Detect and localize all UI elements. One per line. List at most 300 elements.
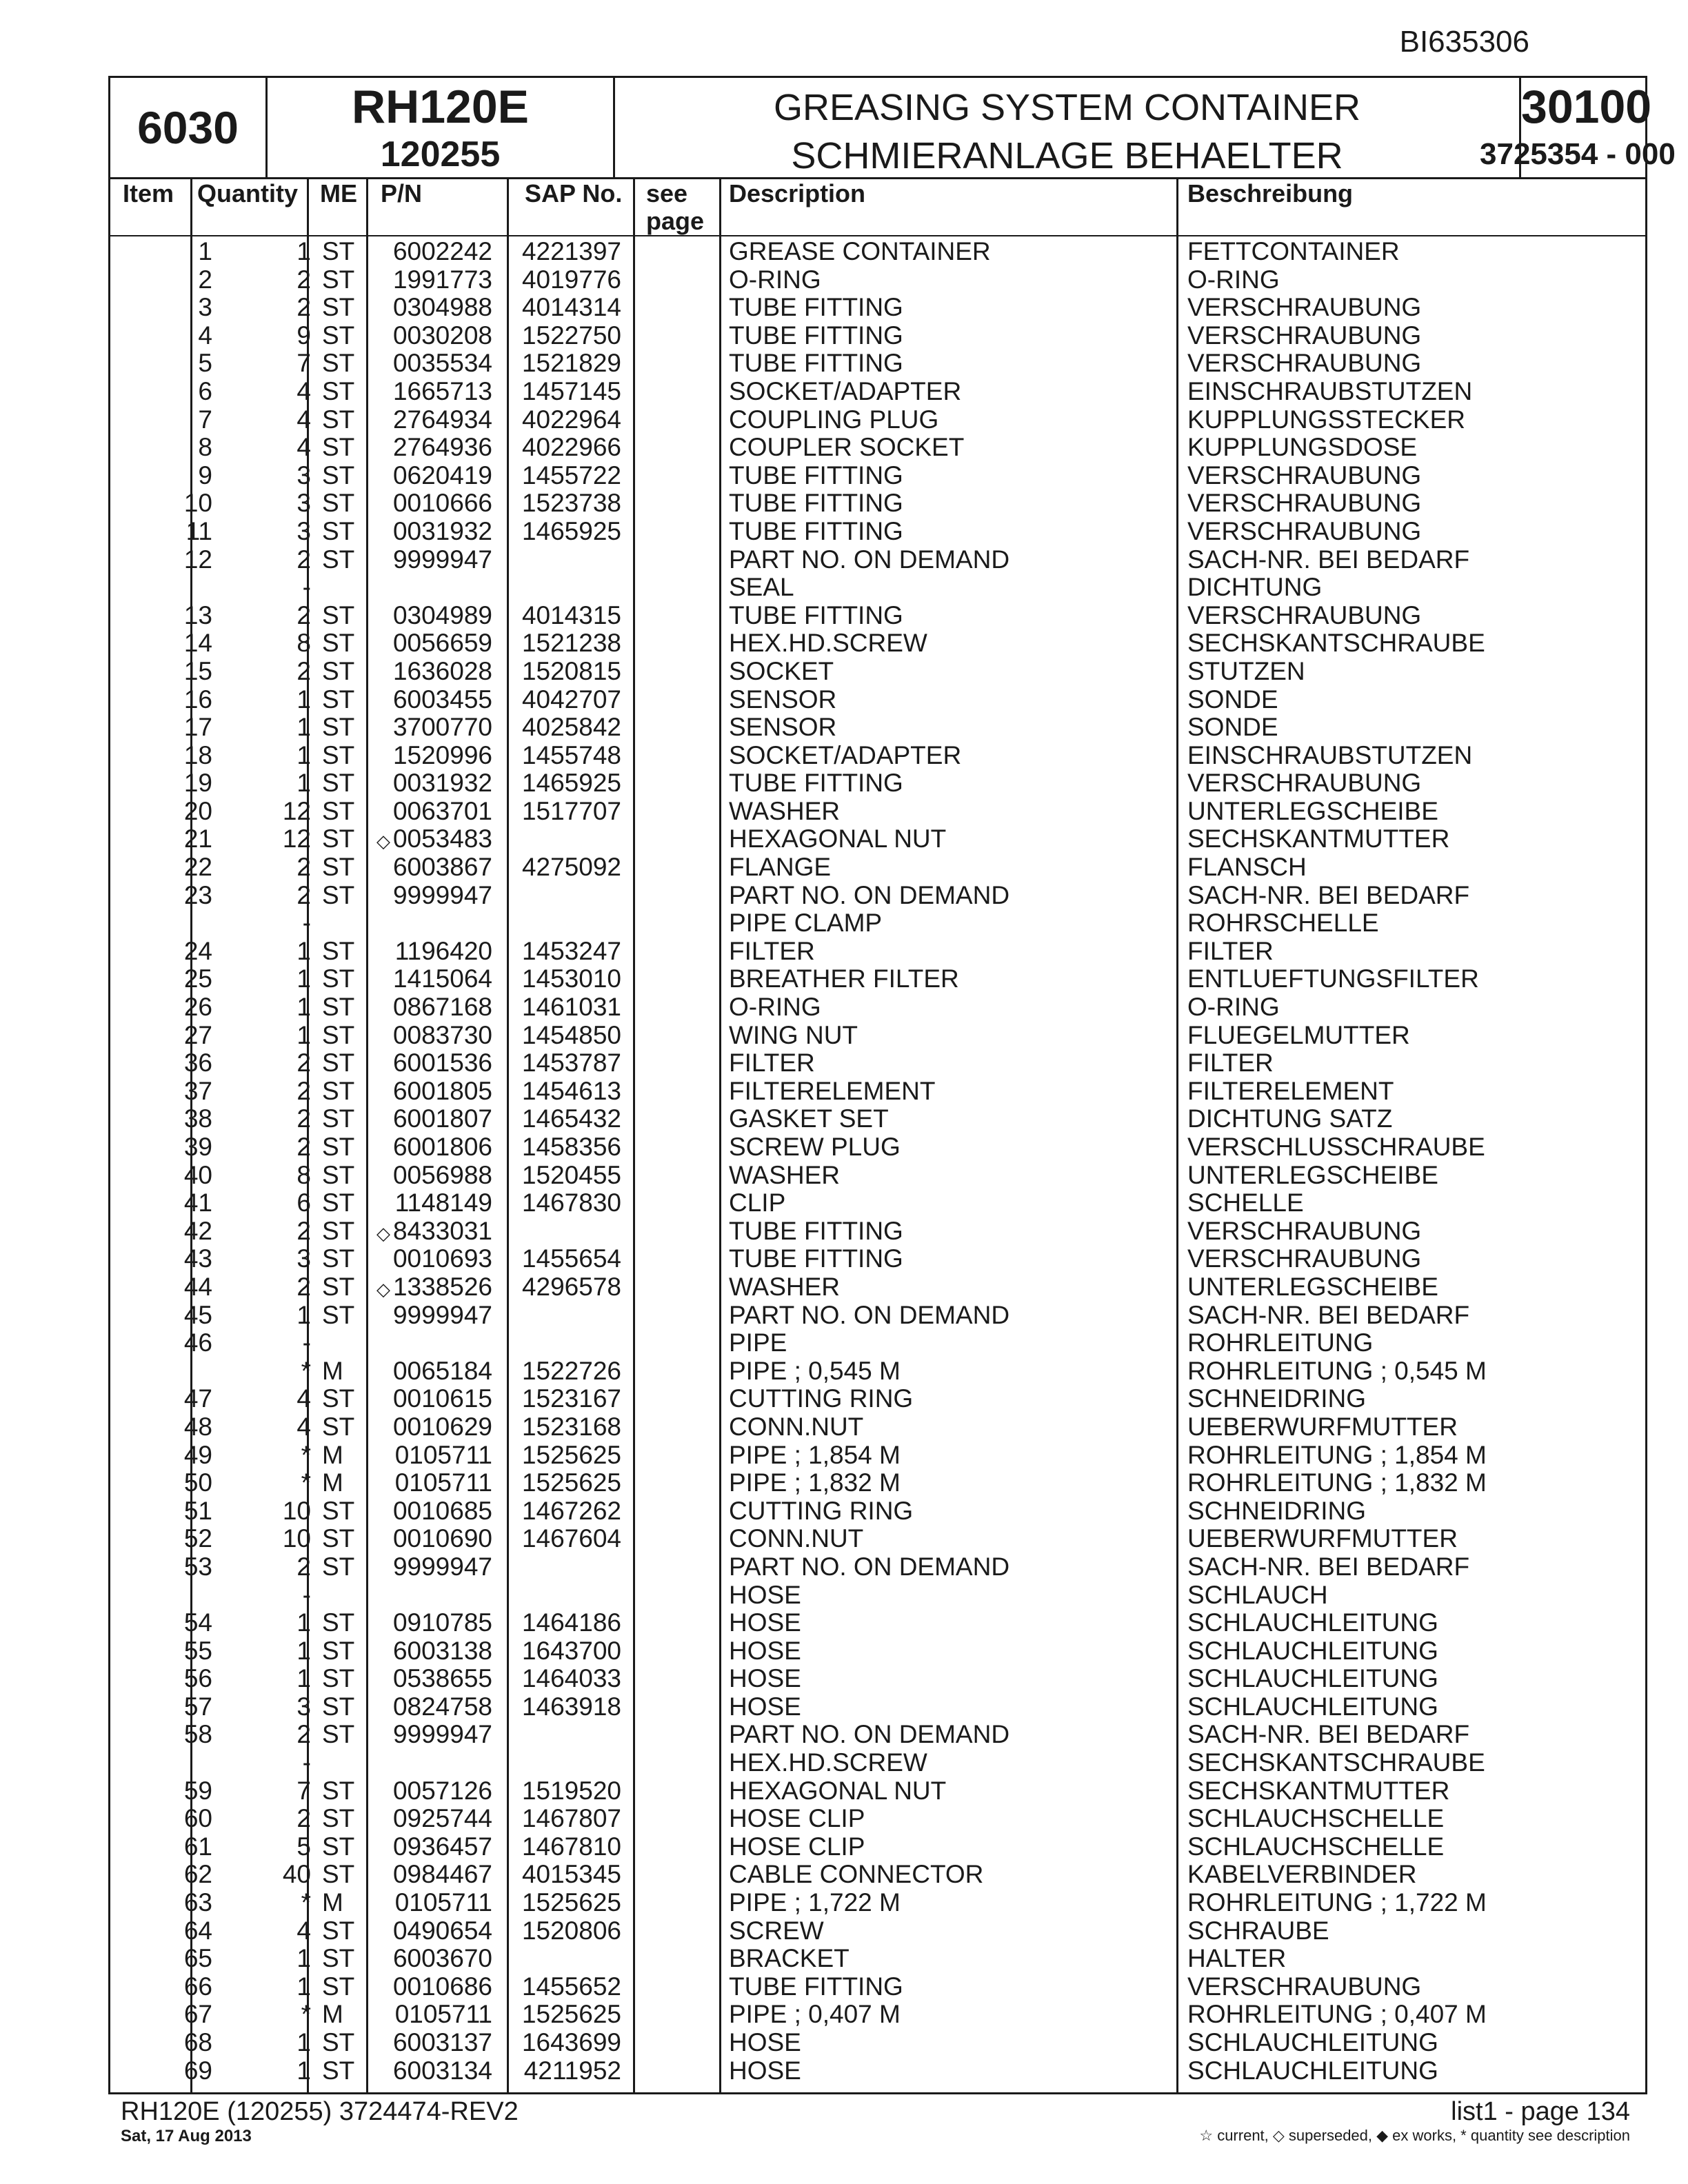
item-cell: 12 xyxy=(183,545,212,574)
table-row xyxy=(110,1637,1645,1666)
table-row xyxy=(110,1302,1645,1330)
part-number-cell: 0010690 xyxy=(392,1524,492,1553)
description-cell: HOSE xyxy=(729,1636,801,1665)
quantity-cell: 8 xyxy=(297,1160,311,1189)
part-number-cell: 2764934 xyxy=(392,405,492,434)
column-header-item: Item xyxy=(123,179,174,208)
description-cell: TUBE FITTING xyxy=(729,1972,903,2001)
table-row xyxy=(110,1777,1645,1806)
part-number-cell: 0984467 xyxy=(392,1860,492,1889)
item-cell: 10 xyxy=(183,489,212,518)
item-cell: 4 xyxy=(198,321,212,350)
table-row xyxy=(110,1385,1645,1413)
description-cell: TUBE FITTING xyxy=(729,516,903,545)
part-number-cell: 9999947 xyxy=(392,880,492,909)
part-number-cell: 0304988 xyxy=(392,293,492,322)
item-cell: 53 xyxy=(183,1552,212,1581)
sap-number-cell: 1455652 xyxy=(521,1972,621,2001)
beschreibung-cell: HALTER xyxy=(1187,1944,1287,1973)
part-number-cell: 0105711 xyxy=(394,1440,492,1469)
title-german: SCHMIERANLAGE BEHAELTER xyxy=(791,135,1343,176)
quantity-cell: 1 xyxy=(297,993,311,1022)
quantity-cell: 40 xyxy=(282,1860,311,1889)
part-number-cell: 0538655 xyxy=(392,1664,492,1693)
description-cell: HEX.HD.SCREW xyxy=(729,1748,927,1777)
column-header-pn: P/N xyxy=(381,179,423,208)
item-cell: 66 xyxy=(183,1972,212,2001)
me-cell: ST xyxy=(322,545,355,574)
model-box xyxy=(268,78,615,177)
description-cell: TUBE FITTING xyxy=(729,600,903,629)
table-row xyxy=(110,1442,1645,1470)
table-row xyxy=(110,1525,1645,1553)
model-name: RH120E xyxy=(351,81,530,133)
quantity-cell: - xyxy=(302,1328,311,1357)
description-cell: TUBE FITTING xyxy=(729,293,903,322)
beschreibung-cell: KUPPLUNGSSTECKER xyxy=(1187,405,1465,434)
quantity-cell: 8 xyxy=(297,629,311,658)
table-row xyxy=(110,1022,1645,1050)
description-cell: FILTER xyxy=(729,1049,815,1078)
beschreibung-cell: SCHELLE xyxy=(1187,1189,1304,1217)
item-cell: 50 xyxy=(183,1468,212,1497)
part-number-cell: 0936457 xyxy=(392,1832,492,1861)
item-cell: 40 xyxy=(183,1160,212,1189)
table-row xyxy=(110,1162,1645,1190)
beschreibung-cell: O-RING xyxy=(1187,993,1280,1022)
beschreibung-cell: FILTERELEMENT xyxy=(1187,1076,1394,1105)
column-header-see-page: see page xyxy=(646,179,705,235)
me-cell: ST xyxy=(322,349,355,378)
item-cell: 20 xyxy=(183,796,212,825)
sap-number-cell: 1643699 xyxy=(521,2028,621,2056)
beschreibung-cell: SECHSKANTMUTTER xyxy=(1187,1776,1450,1805)
description-cell: HOSE CLIP xyxy=(729,1804,865,1833)
sap-number-cell: 1467604 xyxy=(521,1524,621,1553)
table-row xyxy=(110,853,1645,882)
part-number-cell: 9999947 xyxy=(392,545,492,574)
table-row xyxy=(110,882,1645,910)
table-row xyxy=(110,518,1645,546)
me-cell: ST xyxy=(322,1776,355,1805)
me-cell: ST xyxy=(322,1020,355,1049)
beschreibung-cell: ROHRLEITUNG ; 1,854 M xyxy=(1187,1440,1487,1469)
part-number-cell: 3700770 xyxy=(392,713,492,742)
sap-number-cell: 1643700 xyxy=(521,1636,621,1665)
me-cell: ST xyxy=(322,376,355,405)
me-cell: ST xyxy=(322,1076,355,1105)
table-row xyxy=(110,266,1645,294)
beschreibung-cell: O-RING xyxy=(1187,265,1280,294)
me-cell: ST xyxy=(322,1244,355,1273)
footer-date: Sat, 17 Aug 2013 xyxy=(121,2127,252,2145)
part-number-cell: 0010686 xyxy=(392,1972,492,2001)
description-cell: PART NO. ON DEMAND xyxy=(729,545,1010,574)
part-number-cell: 0925744 xyxy=(392,1804,492,1833)
table-row xyxy=(110,1749,1645,1777)
sap-number-cell: 1520815 xyxy=(521,656,621,685)
sap-number-cell: 1467830 xyxy=(521,1189,621,1217)
description-cell: CLIP xyxy=(729,1189,786,1217)
item-cell: 54 xyxy=(183,1608,212,1637)
beschreibung-cell: FILTER xyxy=(1187,1049,1274,1078)
beschreibung-cell: ROHRLEITUNG ; 0,407 M xyxy=(1187,2000,1487,2029)
table-row xyxy=(110,1497,1645,1526)
beschreibung-cell: VERSCHRAUBUNG xyxy=(1187,321,1422,350)
quantity-cell: 1 xyxy=(297,2028,311,2056)
item-cell: 22 xyxy=(183,853,212,882)
quantity-cell: * xyxy=(301,1468,311,1497)
me-cell: ST xyxy=(322,1189,355,1217)
description-cell: SEAL xyxy=(729,573,794,602)
part-number-cell: 0105711 xyxy=(394,2000,492,2029)
item-cell: 62 xyxy=(183,1860,212,1889)
part-number-cell: 0105711 xyxy=(394,1888,492,1917)
item-cell: 14 xyxy=(183,629,212,658)
me-cell: ST xyxy=(322,1524,355,1553)
beschreibung-cell: SONDE xyxy=(1187,685,1278,714)
item-cell: 17 xyxy=(183,713,212,742)
beschreibung-cell: UEBERWURFMUTTER xyxy=(1187,1412,1458,1441)
beschreibung-cell: SCHLAUCHLEITUNG xyxy=(1187,1608,1438,1637)
item-cell: 3 xyxy=(198,293,212,322)
me-cell: ST xyxy=(322,713,355,742)
beschreibung-cell: ROHRLEITUNG ; 1,832 M xyxy=(1187,1468,1487,1497)
description-cell: HOSE xyxy=(729,1664,801,1693)
part-number-cell: 0824758 xyxy=(392,1692,492,1721)
beschreibung-cell: VERSCHRAUBUNG xyxy=(1187,1216,1422,1245)
me-cell: ST xyxy=(322,433,355,462)
part-number-cell: 6003867 xyxy=(392,853,492,882)
table-row xyxy=(110,742,1645,770)
footer-legend: ☆ current, ◇ superseded, ◆ ex works, * quantity see description xyxy=(1199,2127,1630,2144)
beschreibung-cell: UEBERWURFMUTTER xyxy=(1187,1524,1458,1553)
table-row xyxy=(110,322,1645,350)
quantity-cell: 4 xyxy=(297,1412,311,1441)
beschreibung-cell: SCHLAUCH xyxy=(1187,1580,1328,1609)
sap-number-cell: 1521829 xyxy=(521,349,621,378)
sap-number-cell: 4022964 xyxy=(521,405,621,434)
description-cell: TUBE FITTING xyxy=(729,349,903,378)
me-cell: ST xyxy=(322,516,355,545)
item-cell: 65 xyxy=(183,1944,212,1973)
part-number-cell: 9999947 xyxy=(392,1552,492,1581)
beschreibung-cell: SONDE xyxy=(1187,713,1278,742)
beschreibung-cell: SECHSKANTMUTTER xyxy=(1187,825,1450,853)
description-cell: SCREW xyxy=(729,1916,824,1945)
me-cell: ST xyxy=(322,489,355,518)
beschreibung-cell: VERSCHRAUBUNG xyxy=(1187,349,1422,378)
table-row xyxy=(110,546,1645,574)
me-cell: ST xyxy=(322,405,355,434)
sap-number-cell: 1522750 xyxy=(521,321,621,350)
quantity-cell: 10 xyxy=(282,1524,311,1553)
quantity-cell: 10 xyxy=(282,1496,311,1525)
quantity-cell: 2 xyxy=(297,1804,311,1833)
description-cell: CONN.NUT xyxy=(729,1524,864,1553)
description-cell: PIPE ; 1,722 M xyxy=(729,1888,901,1917)
part-number-cell: 0867168 xyxy=(392,993,492,1022)
table-row xyxy=(110,1581,1645,1610)
beschreibung-cell: SECHSKANTSCHRAUBE xyxy=(1187,629,1485,658)
item-cell: 39 xyxy=(183,1133,212,1161)
beschreibung-cell: VERSCHLUSSCHRAUBE xyxy=(1187,1133,1485,1161)
me-cell: ST xyxy=(322,293,355,322)
part-number-cell: 0304989 xyxy=(392,600,492,629)
table-row xyxy=(110,686,1645,714)
part-number-cell: 1991773 xyxy=(392,265,492,294)
footer-page: list1 - page 134 xyxy=(1451,2097,1630,2126)
table-row xyxy=(110,1469,1645,1497)
part-number-cell: 0063701 xyxy=(392,796,492,825)
part-number-cell: 6003455 xyxy=(392,685,492,714)
item-cell: 49 xyxy=(183,1440,212,1469)
sap-number-cell: 1525625 xyxy=(521,1440,621,1469)
item-cell: 38 xyxy=(183,1104,212,1133)
description-cell: HOSE xyxy=(729,1608,801,1637)
description-cell: HEXAGONAL NUT xyxy=(729,825,947,853)
quantity-cell: 1 xyxy=(297,769,311,798)
me-cell: ST xyxy=(322,685,355,714)
beschreibung-cell: VERSCHRAUBUNG xyxy=(1187,489,1422,518)
sap-number-cell: 1523738 xyxy=(521,489,621,518)
beschreibung-cell: ROHRLEITUNG ; 1,722 M xyxy=(1187,1888,1487,1917)
table-row xyxy=(110,1805,1645,1833)
item-cell: 24 xyxy=(183,936,212,965)
part-number-cell: 0031932 xyxy=(392,769,492,798)
beschreibung-cell: SCHLAUCHLEITUNG xyxy=(1187,2028,1438,2056)
part-number-cell: 0010693 xyxy=(392,1244,492,1273)
description-cell: PIPE ; 0,545 M xyxy=(729,1356,901,1385)
beschreibung-cell: VERSCHRAUBUNG xyxy=(1187,516,1422,545)
description-cell: HOSE CLIP xyxy=(729,1832,865,1861)
table-row xyxy=(110,1133,1645,1162)
item-cell: 6 xyxy=(198,376,212,405)
part-number-cell: 9999947 xyxy=(392,1720,492,1749)
quantity-cell: 1 xyxy=(297,1300,311,1329)
me-cell: ST xyxy=(322,1300,355,1329)
quantity-cell: 5 xyxy=(297,1832,311,1861)
quantity-cell: 2 xyxy=(297,1076,311,1105)
table-row xyxy=(110,350,1645,378)
quantity-cell: 3 xyxy=(297,461,311,489)
item-cell: 19 xyxy=(183,769,212,798)
part-number-cell: 6002242 xyxy=(392,237,492,265)
description-cell: CUTTING RING xyxy=(729,1384,914,1413)
quantity-cell: 2 xyxy=(297,1216,311,1245)
part-number-cell: 1415064 xyxy=(392,964,492,993)
table-row xyxy=(110,1693,1645,1721)
quantity-cell: 1 xyxy=(297,1636,311,1665)
item-cell: 25 xyxy=(183,964,212,993)
part-number-cell xyxy=(376,825,492,856)
part-number-cell: 0010685 xyxy=(392,1496,492,1525)
quantity-cell: 3 xyxy=(297,1244,311,1273)
table-row xyxy=(110,1833,1645,1861)
item-cell: 2 xyxy=(198,265,212,294)
sap-number-cell: 4296578 xyxy=(521,1272,621,1301)
beschreibung-cell: SACH-NR. BEI BEDARF xyxy=(1187,880,1470,909)
table-row xyxy=(110,294,1645,322)
table-row xyxy=(110,434,1645,462)
item-cell: 41 xyxy=(183,1189,212,1217)
beschreibung-cell: FETTCONTAINER xyxy=(1187,237,1400,265)
description-cell: GREASE CONTAINER xyxy=(729,237,991,265)
description-cell: PIPE xyxy=(729,1328,787,1357)
sap-number-cell: 4015345 xyxy=(521,1860,621,1889)
description-cell: O-RING xyxy=(729,993,821,1022)
table-row xyxy=(110,2029,1645,2057)
quantity-cell: 4 xyxy=(297,433,311,462)
quantity-cell: 6 xyxy=(297,1189,311,1217)
me-cell: ST xyxy=(322,265,355,294)
description-cell: WASHER xyxy=(729,796,841,825)
me-cell: ST xyxy=(322,1720,355,1749)
table-row xyxy=(110,993,1645,1022)
sap-number-cell: 1521238 xyxy=(521,629,621,658)
beschreibung-cell: ROHRSCHELLE xyxy=(1187,909,1379,938)
sap-number-cell: 4211952 xyxy=(523,2056,621,2085)
beschreibung-cell: SCHNEIDRING xyxy=(1187,1496,1367,1525)
table-row xyxy=(110,1889,1645,1917)
beschreibung-cell: SECHSKANTSCHRAUBE xyxy=(1187,1748,1485,1777)
quantity-cell: 1 xyxy=(297,1608,311,1637)
column-header-me: ME xyxy=(320,179,357,208)
description-cell: BREATHER FILTER xyxy=(729,964,959,993)
beschreibung-cell: DICHTUNG xyxy=(1187,573,1323,602)
description-cell: SOCKET/ADAPTER xyxy=(729,376,962,405)
item-cell: 42 xyxy=(183,1216,212,1245)
column-header-divider xyxy=(110,235,1645,236)
item-cell: 21 xyxy=(183,825,212,853)
me-cell: ST xyxy=(322,740,355,769)
part-number-text: 1338526 xyxy=(392,1272,492,1301)
item-cell: 63 xyxy=(183,1888,212,1917)
item-cell: 64 xyxy=(183,1916,212,1945)
table-row xyxy=(110,2057,1645,2085)
description-cell: SENSOR xyxy=(729,713,837,742)
item-cell: 69 xyxy=(183,2056,212,2085)
part-number-cell: 0035534 xyxy=(392,349,492,378)
beschreibung-cell: UNTERLEGSCHEIBE xyxy=(1187,1272,1438,1301)
table-row xyxy=(110,1357,1645,1386)
quantity-cell: 4 xyxy=(297,1384,311,1413)
sap-number-cell: 1467807 xyxy=(521,1804,621,1833)
sap-number-cell: 4042707 xyxy=(521,685,621,714)
item-cell: 55 xyxy=(183,1636,212,1665)
description-cell: PIPE ; 1,832 M xyxy=(729,1468,901,1497)
quantity-cell: 1 xyxy=(297,964,311,993)
description-cell: PIPE ; 0,407 M xyxy=(729,2000,901,2029)
me-cell: ST xyxy=(322,993,355,1022)
quantity-cell: 2 xyxy=(297,1104,311,1133)
table-row xyxy=(110,1917,1645,1945)
me-cell: ST xyxy=(322,1160,355,1189)
table-row xyxy=(110,909,1645,938)
me-cell: ST xyxy=(322,880,355,909)
item-cell: 43 xyxy=(183,1244,212,1273)
quantity-cell: 1 xyxy=(297,713,311,742)
item-cell: 27 xyxy=(183,1020,212,1049)
beschreibung-cell: FILTER xyxy=(1187,936,1274,965)
description-cell: FILTERELEMENT xyxy=(729,1076,936,1105)
title-english: GREASING SYSTEM CONTAINER xyxy=(773,87,1361,128)
sap-number-cell: 1525625 xyxy=(521,1888,621,1917)
sap-number-cell: 1523167 xyxy=(521,1384,621,1413)
item-cell: 68 xyxy=(183,2028,212,2056)
table-row xyxy=(110,1273,1645,1302)
description-cell: HOSE xyxy=(729,1580,801,1609)
description-cell: SOCKET xyxy=(729,656,834,685)
description-cell: TUBE FITTING xyxy=(729,461,903,489)
beschreibung-cell: ENTLUEFTUNGSFILTER xyxy=(1187,964,1479,993)
sap-number-cell: 4014314 xyxy=(521,293,621,322)
beschreibung-cell: ROHRLEITUNG ; 0,545 M xyxy=(1187,1356,1487,1385)
me-cell: ST xyxy=(322,600,355,629)
me-cell: ST xyxy=(322,964,355,993)
table-row xyxy=(110,1245,1645,1273)
table-row xyxy=(110,1973,1645,2001)
sap-number-cell: 1464186 xyxy=(521,1608,621,1637)
title-box xyxy=(615,78,1521,177)
quantity-cell: * xyxy=(301,1440,311,1469)
quantity-cell: 1 xyxy=(297,1972,311,2001)
item-cell: 26 xyxy=(183,993,212,1022)
item-cell: 37 xyxy=(183,1076,212,1105)
table-row xyxy=(110,1721,1645,1749)
document-id: BI635306 xyxy=(1399,25,1529,59)
beschreibung-cell: SACH-NR. BEI BEDARF xyxy=(1187,1552,1470,1581)
sap-number-cell: 1463918 xyxy=(521,1692,621,1721)
item-cell: 67 xyxy=(183,2000,212,2029)
me-cell: ST xyxy=(322,1133,355,1161)
item-cell: 1 xyxy=(198,237,212,265)
beschreibung-cell: SCHLAUCHLEITUNG xyxy=(1187,1636,1438,1665)
sap-number-cell: 1467262 xyxy=(521,1496,621,1525)
sap-number-cell: 1525625 xyxy=(521,2000,621,2029)
beschreibung-cell: SACH-NR. BEI BEDARF xyxy=(1187,1720,1470,1749)
quantity-cell: 1 xyxy=(297,685,311,714)
part-number-cell: 1148149 xyxy=(394,1189,492,1217)
description-cell: BRACKET xyxy=(729,1944,850,1973)
sap-number-cell: 1455654 xyxy=(521,1244,621,1273)
beschreibung-cell: SCHLAUCHLEITUNG xyxy=(1187,1664,1438,1693)
sap-number-cell: 4014315 xyxy=(521,600,621,629)
me-cell: ST xyxy=(322,1412,355,1441)
beschreibung-cell: SACH-NR. BEI BEDARF xyxy=(1187,545,1470,574)
sap-number-cell: 1522726 xyxy=(521,1356,621,1385)
part-number-cell: 6001805 xyxy=(392,1076,492,1105)
quantity-cell: 2 xyxy=(297,1272,311,1301)
table-row xyxy=(110,1329,1645,1357)
part-number-cell xyxy=(376,1273,492,1304)
description-cell: COUPLING PLUG xyxy=(729,405,939,434)
item-cell: 8 xyxy=(198,433,212,462)
me-cell: ST xyxy=(322,461,355,489)
me-cell: M xyxy=(322,1468,343,1497)
me-cell: ST xyxy=(322,1384,355,1413)
drawing-number: 3725354 - 000 xyxy=(1480,137,1676,171)
beschreibung-cell: EINSCHRAUBSTUTZEN xyxy=(1187,376,1473,405)
item-cell: 44 xyxy=(183,1272,212,1301)
me-cell: ST xyxy=(322,1216,355,1245)
me-cell: M xyxy=(322,2000,343,2029)
table-row xyxy=(110,769,1645,798)
sap-number-cell: 1455748 xyxy=(521,740,621,769)
quantity-cell: 12 xyxy=(282,825,311,853)
sap-number-cell: 1523168 xyxy=(521,1412,621,1441)
table-row xyxy=(110,629,1645,658)
